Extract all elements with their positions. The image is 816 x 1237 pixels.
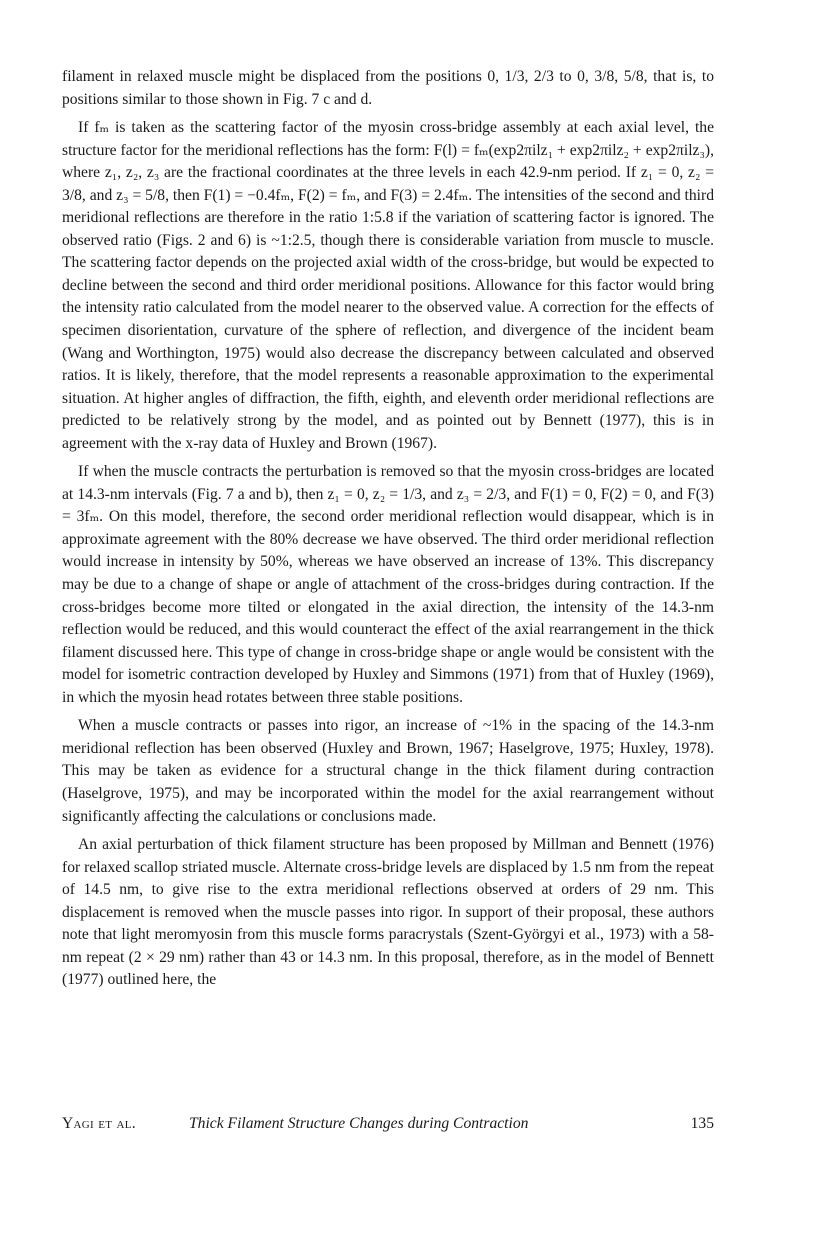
- running-footer: [62, 1115, 714, 1137]
- paragraph-continuation: filament in relaxed muscle might be displaced from the positions 0, 1/3, 2/3 to 0, 3/8, 5/8, that is, to positions similar to those shown in Fig. 7 c and d.: [62, 68, 714, 108]
- page-number: 135: [690, 1115, 714, 1132]
- footer-authors: Yagi et al.: [62, 1115, 136, 1132]
- footer-article-title: Thick Filament Structure Changes during Contraction: [189, 1115, 529, 1132]
- body-text: [62, 66, 714, 998]
- paragraph-spacing-increase: When a muscle contracts or passes into rigor, an increase of ~1% in the spacing of the 14.3-nm meridional reflection has been observed (Huxley and Brown, 1967; Haselgrove, 1975; Huxley, 1978). This may be taken as evidence for a structural change in the thick filament during contraction (Haselgrove, 1975), and may be incorporated within the model for the axial rearrangement without significantly affecting the calculations or conclusions made.: [62, 717, 714, 825]
- paragraph-structure-factor: If fₘ is taken as the scattering factor of the myosin cross-bridge assembly at each axial level, the structure factor for the meridional reflections has the form: F(l) = fₘ(exp2πilz₁ + exp2πilz₂ + exp2πilz₃), where z₁, z₂, z₃ are the fractional coordinates at the three levels in each 42.9-nm period. If z₁ = 0, z₂ = 3/8, and z₃ = 5/8, then F(1) = −0.4fₘ, F(2) = fₘ, and F(3) = 2.4fₘ. The intensities of the second and third meridional reflections are therefore in the ratio 1:5.8 if the variation of scattering factor is ignored. The observed ratio (Figs. 2 and 6) is ~1:2.5, though there is considerable variation from muscle to muscle. The scattering factor depends on the projected axial width of the cross-bridge, but would be expected to decline between the second and third order meridional positions. Allowance for this factor would bring the intensity ratio calculated from the model nearer to the observed value. A correction for the effects of specimen disorientation, curvature of the sphere of reflection, and divergence of the incident beam (Wang and Worthington, 1975) would also decrease the discrepancy between calculated and observed ratios. It is likely, therefore, that the model represents a reasonable approximation to the experimental situation. At higher angles of diffraction, the fifth, eighth, and eleventh order meridional reflections are predicted to be relatively strong by the model, and as pointed out by Bennett (1977), this is in agreement with the x-ray data of Huxley and Brown (1967).: [62, 119, 714, 452]
- paragraph-contraction-model: If when the muscle contracts the perturbation is removed so that the myosin cross-bridges are located at 14.3-nm intervals (Fig. 7 a and b), then z₁ = 0, z₂ = 1/3, and z₃ = 2/3, and F(1) = 0, F(2) = 0, and F(3) = 3fₘ. On this model, therefore, the second order meridional reflection would disappear, which is in approximate agreement with the 80% decrease we have observed. The third order meridional reflection would increase in intensity by 50%, whereas we have observed an increase of 13%. This discrepancy may be due to a change of shape or angle of attachment of the cross-bridges during contraction. If the cross-bridges become more tilted or elongated in the axial direction, the intensity of the 14.3-nm reflection would be reduced, and this would counteract the effect of the axial rearrangement in the thick filament discussed here. This type of change in cross-bridge shape or angle would be consistent with the model for isometric contraction developed by Huxley and Simmons (1971) from that of Huxley (1969), in which the myosin head rotates between three stable positions.: [62, 463, 714, 706]
- paragraph-scallop-muscle: An axial perturbation of thick filament structure has been proposed by Millman and Bennett (1976) for relaxed scallop striated muscle. Alternate cross-bridge levels are displaced by 1.5 nm from the repeat of 14.5 nm, to give rise to the extra meridional reflections observed at orders of 29 nm. This displacement is removed when the muscle passes into rigor. In support of their proposal, these authors note that light meromyosin from this muscle forms paracrystals (Szent-Györgyi et al., 1973) with a 58-nm repeat (2 × 29 nm) rather than 43 or 14.3 nm. In this proposal, therefore, as in the model of Bennett (1977) outlined here, the: [62, 836, 714, 989]
